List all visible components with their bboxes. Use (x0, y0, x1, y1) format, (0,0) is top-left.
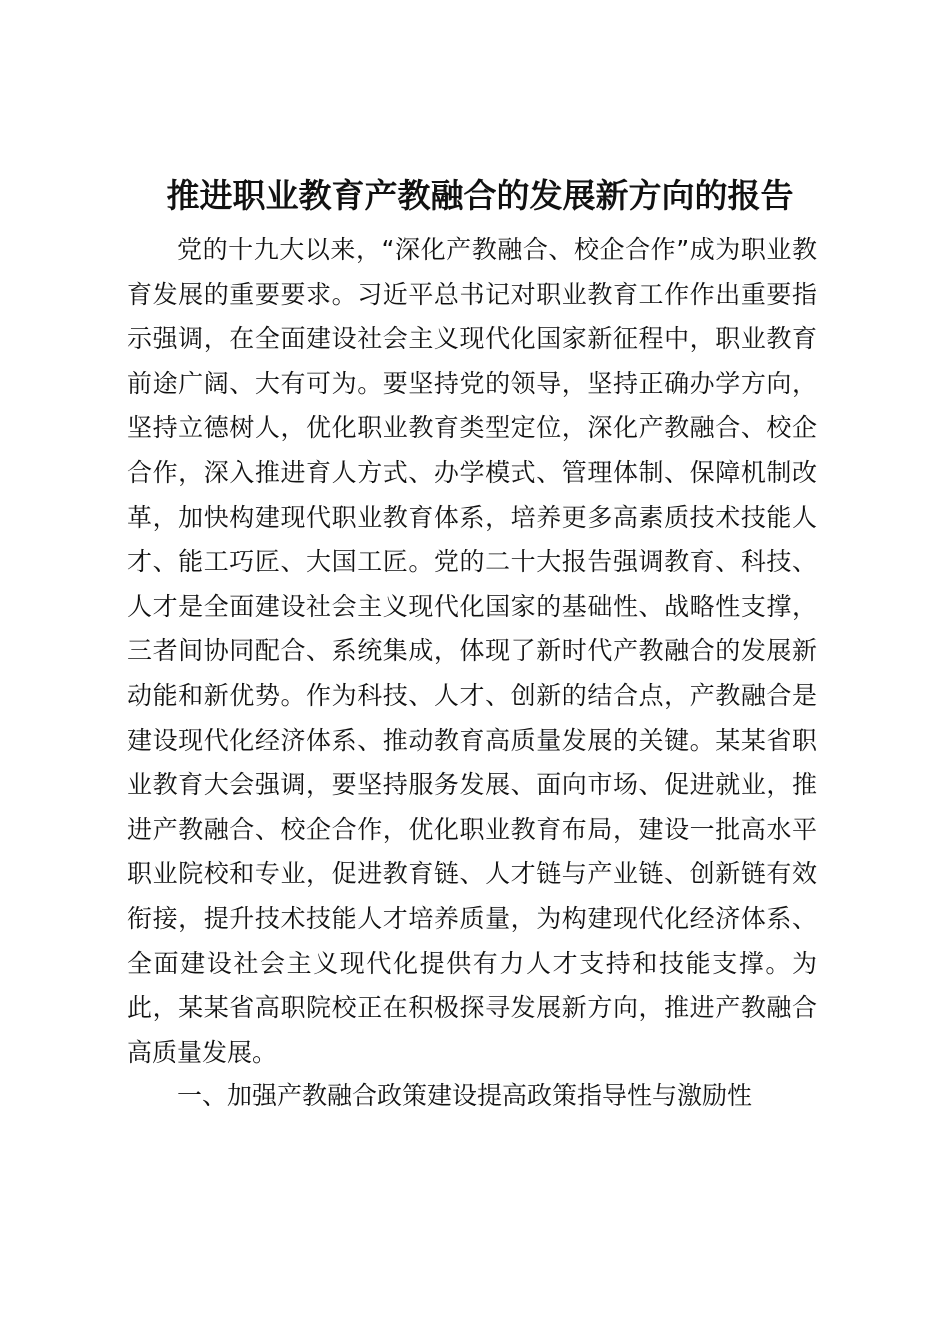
paragraph-line: 前途广阔、大有可为。要坚持党的领导，坚持正确办学方向， (127, 368, 817, 398)
paragraph-line: 坚持立德树人，优化职业教育类型定位，深化产教融合、校企 (127, 413, 817, 443)
paragraph-line: 三者间协同配合、系统集成，体现了新时代产教融合的发展新 (127, 636, 817, 666)
paragraph-line: 进产教融合、校企合作，优化职业教育布局，建设一批高水平 (127, 814, 817, 844)
paragraph-line: 才、能工巧匠、大国工匠。党的二十大报告强调教育、科技、 (127, 547, 817, 577)
paragraph-line: 人才是全面建设社会主义现代化国家的基础性、战略性支撑， (127, 591, 817, 621)
section-heading: 一、加强产教融合政策建设提高政策指导性与激励性 (177, 1081, 753, 1110)
paragraph-line: 衔接，提升技术技能人才培养质量，为构建现代化经济体系、 (127, 903, 817, 933)
paragraph-line: 高质量发展。 (127, 1037, 278, 1067)
paragraph-line: 职业院校和专业，促进教育链、人才链与产业链、创新链有效 (127, 859, 817, 889)
paragraph-line: 业教育大会强调，要坚持服务发展、面向市场、促进就业，推 (127, 770, 817, 800)
paragraph-line: 建设现代化经济体系、推动教育高质量发展的关键。某某省职 (127, 725, 817, 755)
paragraph-line: 示强调，在全面建设社会主义现代化国家新征程中，职业教育 (127, 324, 817, 354)
paragraph-line: 此，某某省高职院校正在积极探寻发展新方向，推进产教融合 (127, 993, 817, 1023)
paragraph-line: 动能和新优势。作为科技、人才、创新的结合点，产教融合是 (127, 680, 817, 710)
document-title: 推进职业教育产教融合的发展新方向的报告 (166, 176, 794, 215)
paragraph-line: 育发展的重要要求。习近平总书记对职业教育工作作出重要指 (127, 279, 817, 309)
paragraph-line: 合作，深入推进育人方式、办学模式、管理体制、保障机制改 (127, 457, 817, 487)
paragraph-line: 全面建设社会主义现代化提供有力人才支持和技能支撑。为 (127, 948, 817, 978)
paragraph-line: 党的十九大以来，“深化产教融合、校企合作”成为职业教 (177, 235, 817, 264)
paragraph-line: 革，加快构建现代职业教育体系，培养更多高素质技术技能人 (127, 502, 817, 532)
intro-paragraph (127, 228, 817, 1075)
